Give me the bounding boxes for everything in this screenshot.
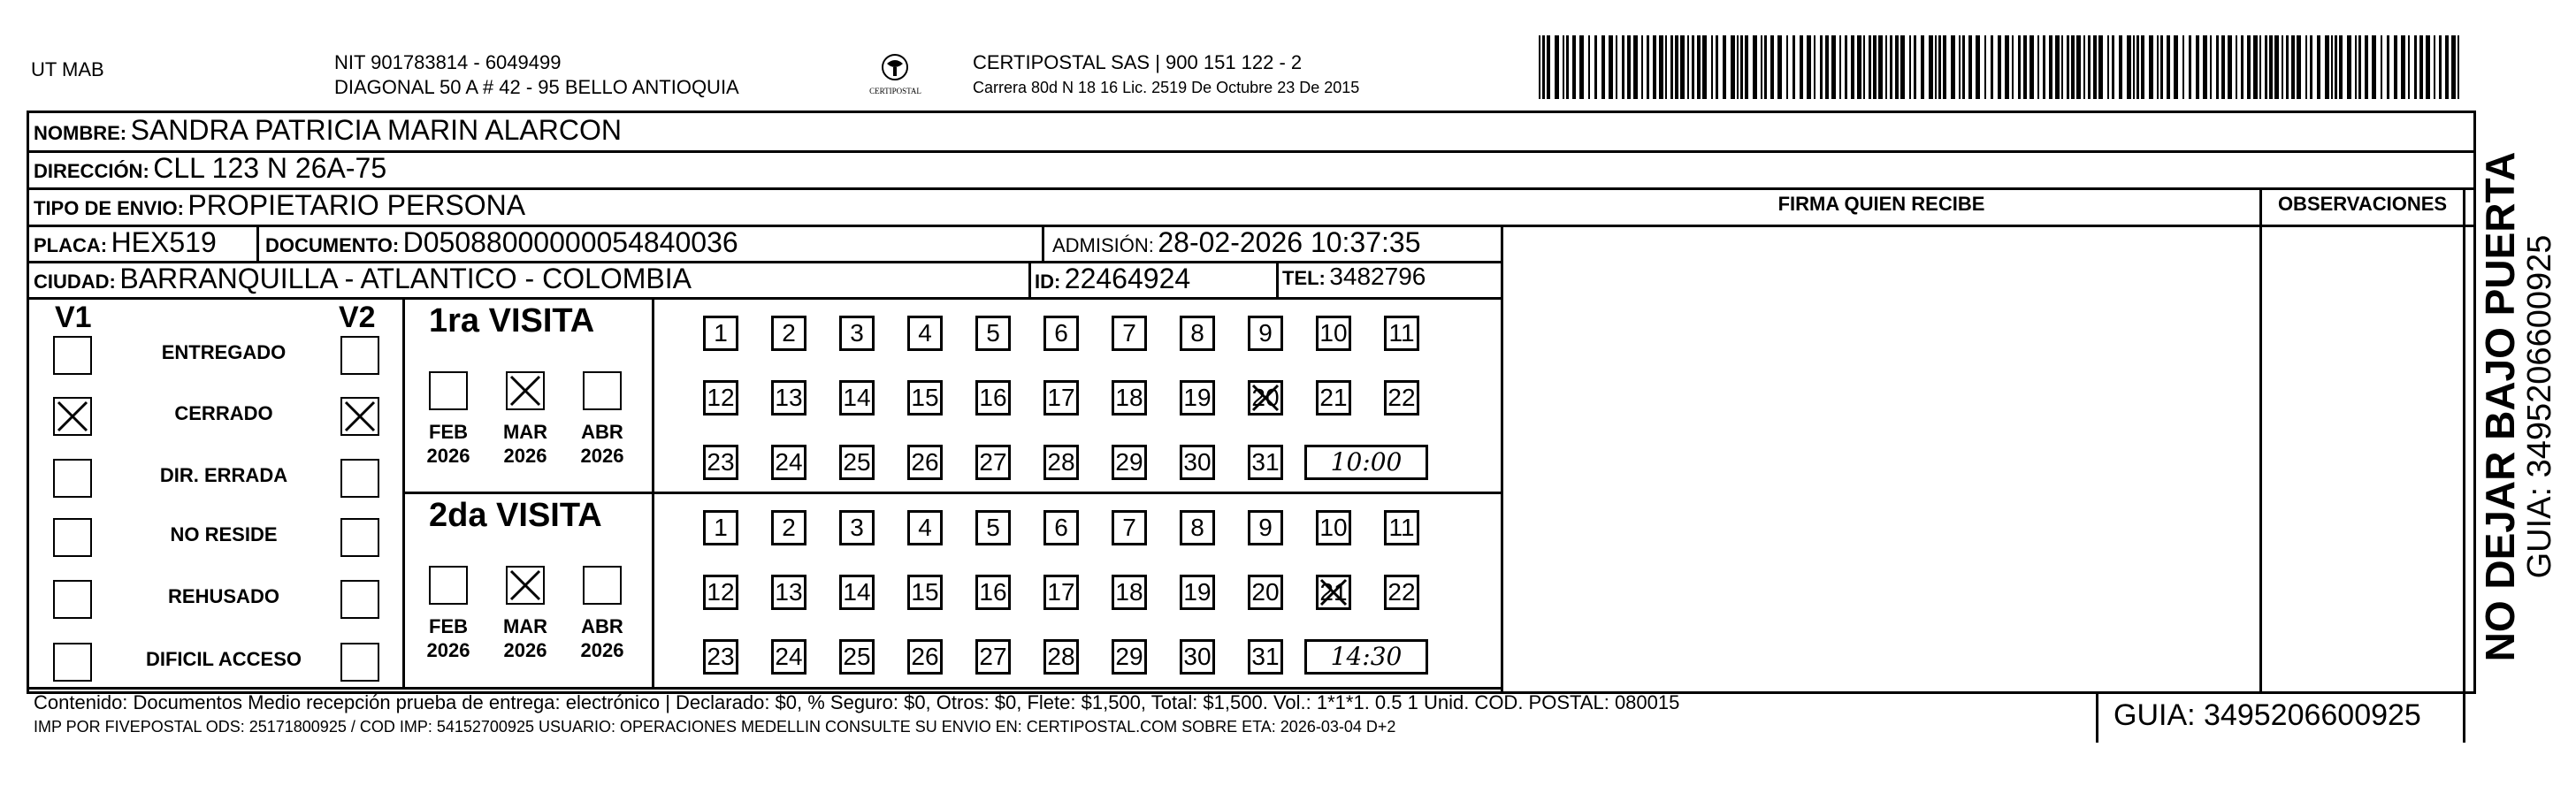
barcode-bar	[1825, 35, 1829, 99]
barcode-bar	[2088, 35, 2091, 99]
barcode-bar	[1697, 35, 1701, 99]
barcode-bar	[2401, 35, 2405, 99]
day-box[interactable]: 27	[975, 639, 1011, 675]
barcode-bar	[1572, 35, 1576, 99]
barcode-bar	[2426, 35, 2430, 99]
day-box[interactable]: 22	[1384, 380, 1419, 416]
barcode-bar	[1935, 35, 1937, 99]
barcode-bar	[2286, 35, 2289, 99]
month-year: 2026	[503, 639, 547, 661]
barcode-bar	[2055, 35, 2060, 99]
id-label: ID:	[1035, 271, 1061, 293]
v1-checkbox[interactable]	[53, 336, 92, 375]
barcode-bar	[1555, 35, 1559, 99]
documento-row	[265, 226, 738, 259]
barcode-bar	[2049, 35, 2052, 99]
day-box[interactable]: 8	[1180, 316, 1215, 351]
direccion-label: DIRECCIÓN:	[34, 160, 149, 182]
ciudad-value: BARRANQUILLA - ATLANTICO - COLOMBIA	[119, 263, 692, 294]
certipostal-logo	[862, 51, 929, 104]
barcode-bar	[2141, 35, 2144, 99]
barcode-bar	[1616, 35, 1617, 99]
documento-label: DOCUMENTO:	[265, 234, 400, 256]
contenido-text: Contenido: Documentos Medio recepción prueba de entrega: electrónico | Declarado: $0, % Seguro: $0, Otros: $0, Flete: $1,500, Total: $1,500. Vol.: 1*1*1. 0.5 1 Unid. COD. POSTAL: 080015	[34, 691, 1680, 713]
ciudad-label: CIUDAD:	[34, 271, 116, 293]
barcode-bar	[2182, 35, 2184, 99]
barcode-bar	[2381, 35, 2382, 99]
barcode-bar	[2247, 35, 2251, 99]
day-box[interactable]: 13	[771, 575, 806, 610]
barcode-bar	[2196, 35, 2199, 99]
tipo-value: PROPIETARIO PERSONA	[187, 189, 526, 221]
barcode-bar	[2236, 35, 2237, 99]
day-box[interactable]: 1	[703, 316, 738, 351]
day-box[interactable]: 19	[1180, 575, 1215, 610]
barcode-bar	[2408, 35, 2410, 99]
barcode-bar	[1873, 35, 1877, 99]
barcode-bar	[2325, 35, 2329, 99]
barcode-bar	[2394, 35, 2397, 99]
day-box[interactable]: 27	[975, 445, 1011, 480]
barcode-bar	[1711, 35, 1713, 99]
barcode-bar	[1547, 35, 1550, 99]
barcode-bar	[1670, 35, 1673, 99]
day-box[interactable]: 9	[1248, 316, 1283, 351]
v1-header: V1	[55, 301, 92, 334]
id-row	[1035, 263, 1190, 295]
day-box[interactable]: 2	[771, 316, 806, 351]
day-box[interactable]: 10	[1316, 316, 1351, 351]
direccion-row	[34, 152, 386, 185]
barcode-bar	[2458, 35, 2459, 99]
month-year: 2026	[503, 445, 547, 467]
barcode-bar	[2355, 35, 2357, 99]
day-box[interactable]: 15	[907, 575, 943, 610]
imp-text: IMP POR FIVEPOSTAL ODS: 25171800925 / COD IMP: 54152700925 USUARIO: OPERACIONES MEDELLIN CONSULTE SU ENVIO EN: CERTIPOSTAL.COM SOBRE ETA: 2026-03-04 D+2	[34, 718, 1396, 736]
v1-checkbox[interactable]	[53, 643, 92, 682]
barcode-bar	[2189, 35, 2191, 99]
barcode-bar	[2259, 35, 2261, 99]
barcode-bar	[2061, 35, 2063, 99]
barcode-bar	[1938, 35, 1941, 99]
barcode-bar	[1737, 35, 1739, 99]
barcode-bar	[2112, 35, 2114, 99]
barcode-bar	[2365, 35, 2368, 99]
v2-checkbox[interactable]	[340, 518, 379, 557]
barcode-bar	[1579, 35, 1584, 99]
barcode-bar	[1991, 35, 1993, 99]
barcode-bar	[2018, 35, 2021, 99]
month-checkbox-abr[interactable]	[583, 566, 622, 605]
day-box[interactable]: 28	[1043, 639, 1079, 675]
barcode-bar	[1764, 35, 1767, 99]
day-box[interactable]: 30	[1180, 639, 1215, 675]
day-box[interactable]: 15	[907, 380, 943, 416]
barcode-bar	[1647, 35, 1649, 99]
nombre-value: SANDRA PATRICIA MARIN ALARCON	[130, 114, 622, 146]
month-label: ABR	[581, 421, 623, 443]
barcode-bar	[2331, 35, 2333, 99]
barcode-bar	[2216, 35, 2219, 99]
tel-label: TEL:	[1282, 267, 1326, 289]
barcode-bar	[1914, 35, 1916, 99]
barcode-bar	[1929, 35, 1933, 99]
barcode-bar	[1588, 35, 1590, 99]
v1-checkbox[interactable]	[53, 518, 92, 557]
barcode-bar	[2136, 35, 2139, 99]
barcode-bar	[1807, 35, 1811, 99]
side-panel	[2467, 124, 2560, 690]
day-box[interactable]: 18	[1112, 575, 1147, 610]
barcode-bar	[1857, 35, 1861, 99]
barcode-bar	[1633, 35, 1638, 99]
admision-row	[1052, 226, 1421, 259]
day-box[interactable]: 16	[975, 575, 1011, 610]
placa-value: HEX519	[111, 226, 217, 258]
day-box[interactable]: 12	[703, 380, 738, 416]
tel-value: 3482796	[1329, 263, 1426, 290]
day-box[interactable]: 5	[975, 316, 1011, 351]
check-mark-icon	[1250, 382, 1281, 414]
barcode-bar	[2339, 35, 2343, 99]
month-checkbox-feb[interactable]	[429, 566, 468, 605]
barcode-bar	[2414, 35, 2417, 99]
tipo-label: TIPO DE ENVIO:	[34, 197, 184, 219]
barcode-bar	[2335, 35, 2337, 99]
day-box[interactable]: 22	[1384, 575, 1419, 610]
barcode-bar	[2419, 35, 2423, 99]
day-box[interactable]: 1	[703, 510, 738, 545]
barcode-bar	[2012, 35, 2014, 99]
day-box[interactable]: 12	[703, 575, 738, 610]
barcode-bar	[2127, 35, 2131, 99]
day-box[interactable]: 30	[1180, 445, 1215, 480]
company-nit: NIT 901783814 - 6049499	[334, 51, 562, 73]
day-box[interactable]: 14	[839, 575, 875, 610]
v2-checkbox[interactable]	[340, 580, 379, 619]
month-label: FEB	[429, 421, 468, 443]
barcode-bar	[1653, 35, 1656, 99]
second-visit-title: 2da VISITA	[429, 497, 602, 534]
side-guia: GUIA: 3495206600925	[2521, 234, 2558, 579]
barcode-bar	[2093, 35, 2097, 99]
barcode-bar	[1890, 35, 1892, 99]
barcode-bar	[1900, 35, 1905, 99]
barcode-bar	[2317, 35, 2320, 99]
barcode-bar	[2133, 35, 2135, 99]
v2-checkbox[interactable]	[340, 459, 379, 498]
barcode-bar	[2037, 35, 2039, 99]
day-box[interactable]: 7	[1112, 316, 1147, 351]
day-box[interactable]: 23	[703, 445, 738, 480]
check-mark-icon	[342, 399, 378, 434]
barcode-bar	[2269, 35, 2273, 99]
status-label: DIR. ERRADA	[159, 464, 288, 486]
day-box[interactable]: 3	[839, 316, 875, 351]
barcode-bar	[1687, 35, 1689, 99]
admision-value: 28-02-2026 10:37:35	[1158, 226, 1421, 258]
v1-checkbox[interactable]	[53, 580, 92, 619]
barcode-bar	[1921, 35, 1924, 99]
barcode-bar	[2310, 35, 2312, 99]
placa-label: PLACA:	[34, 234, 108, 256]
day-box[interactable]: 9	[1248, 510, 1283, 545]
company-address: DIAGONAL 50 A # 42 - 95 BELLO ANTIOQUIA	[334, 76, 739, 98]
barcode-bar	[1680, 35, 1685, 99]
barcode-bar	[2023, 35, 2027, 99]
day-box[interactable]: 24	[771, 445, 806, 480]
month-year: 2026	[426, 639, 470, 661]
barcode-bar	[1845, 35, 1847, 99]
barcode-bar	[2439, 35, 2442, 99]
barcode-bar	[1770, 35, 1774, 99]
day-box[interactable]: 7	[1112, 510, 1147, 545]
month-year: 2026	[580, 445, 624, 467]
status-label: REHUSADO	[168, 585, 279, 607]
barcode-bar	[2119, 35, 2122, 99]
day-box[interactable]: 20	[1248, 575, 1283, 610]
barcode-bar	[2149, 35, 2153, 99]
barcode-bar	[1622, 35, 1624, 99]
observaciones-header: OBSERVACIONES	[2277, 193, 2448, 215]
placa-row	[34, 226, 217, 259]
barcode-bar	[2107, 35, 2109, 99]
barcode-bar	[2372, 35, 2376, 99]
barcode-bar	[1800, 35, 1803, 99]
month-checkbox-abr[interactable]	[583, 371, 622, 410]
barcode-bar	[1968, 35, 1972, 99]
barcode	[1539, 35, 2467, 99]
day-box[interactable]: 13	[771, 380, 806, 416]
barcode-bar	[1542, 35, 1545, 99]
status-label: DIFICIL ACCESO	[145, 648, 302, 670]
barcode-bar	[1998, 35, 2001, 99]
v2-checkbox[interactable]	[340, 643, 379, 682]
v1-checkbox[interactable]	[53, 459, 92, 498]
barcode-bar	[2076, 35, 2081, 99]
barcode-bar	[1777, 35, 1782, 99]
barcode-bar	[1885, 35, 1887, 99]
day-box[interactable]: 14	[839, 380, 875, 416]
barcode-bar	[1601, 35, 1605, 99]
barcode-bar	[2005, 35, 2009, 99]
check-mark-icon	[508, 373, 543, 408]
barcode-bar	[2083, 35, 2085, 99]
admision-label: ADMISIÓN:	[1052, 234, 1154, 256]
barcode-bar	[1814, 35, 1815, 99]
barcode-bar	[1740, 35, 1743, 99]
barcode-bar	[1731, 35, 1735, 99]
barcode-bar	[1594, 35, 1597, 99]
barcode-bar	[1659, 35, 1663, 99]
day-box[interactable]: 20	[1248, 380, 1283, 416]
firma-header: FIRMA QUIEN RECIBE	[1777, 193, 1985, 215]
barcode-bar	[1539, 35, 1540, 99]
no-dejar-warning: NO DEJAR BAJO PUERTA	[2477, 151, 2523, 662]
barcode-bar	[1609, 35, 1613, 99]
day-box[interactable]: 4	[907, 510, 943, 545]
barcode-bar	[1665, 35, 1667, 99]
nombre-row	[34, 114, 622, 147]
visit-time-box[interactable]: 14:30	[1304, 639, 1428, 675]
barcode-bar	[2358, 35, 2361, 99]
day-box[interactable]: 5	[975, 510, 1011, 545]
barcode-bar	[2203, 35, 2207, 99]
barcode-bar	[1566, 35, 1569, 99]
barcode-bar	[2445, 35, 2449, 99]
barcode-bar	[2241, 35, 2243, 99]
barcode-bar	[2210, 35, 2212, 99]
check-mark-icon	[1318, 576, 1349, 608]
barcode-bar	[1959, 35, 1961, 99]
barcode-bar	[2265, 35, 2267, 99]
day-box[interactable]: 11	[1384, 316, 1419, 351]
barcode-bar	[2098, 35, 2103, 99]
barcode-bar	[2167, 35, 2170, 99]
barcode-bar	[1878, 35, 1883, 99]
barcode-bar	[2157, 35, 2159, 99]
barcode-bar	[1627, 35, 1631, 99]
day-box[interactable]: 29	[1112, 639, 1147, 675]
barcode-bar	[1761, 35, 1762, 99]
logo-text: CERTIPOSTAL	[869, 87, 921, 95]
barcode-bar	[2291, 35, 2295, 99]
barcode-bar	[2067, 35, 2069, 99]
month-label: MAR	[502, 421, 548, 443]
month-year: 2026	[580, 639, 624, 661]
barcode-bar	[2071, 35, 2075, 99]
barcode-bar	[1563, 35, 1564, 99]
barcode-bar	[2297, 35, 2301, 99]
carrier-address: Carrera 80d N 18 16 Lic. 2519 De Octubre 23 De 2015	[973, 79, 1360, 96]
barcode-bar	[1786, 35, 1788, 99]
barcode-bar	[1851, 35, 1854, 99]
barcode-bar	[1723, 35, 1726, 99]
barcode-bar	[2253, 35, 2258, 99]
barcode-bar	[1753, 35, 1757, 99]
barcode-bar	[2043, 35, 2045, 99]
day-box[interactable]: 31	[1248, 639, 1283, 675]
day-box[interactable]: 17	[1043, 575, 1079, 610]
day-box[interactable]: 11	[1384, 510, 1419, 545]
barcode-bar	[1792, 35, 1795, 99]
tipo-row	[34, 189, 525, 222]
day-box[interactable]: 26	[907, 445, 943, 480]
footer-guia: GUIA: 3495206600925	[2114, 698, 2421, 732]
nombre-label: NOMBRE:	[34, 122, 127, 144]
barcode-bar	[2228, 35, 2232, 99]
barcode-bar	[1820, 35, 1823, 99]
status-label: CERRADO	[174, 402, 273, 424]
documento-value: D05088000000054840036	[402, 226, 738, 258]
barcode-bar	[2347, 35, 2351, 99]
barcode-bar	[2221, 35, 2225, 99]
day-box[interactable]: 31	[1248, 445, 1283, 480]
status-label: ENTREGADO	[161, 341, 287, 363]
direccion-value: CLL 123 N 26A-75	[153, 152, 387, 184]
barcode-bar	[1702, 35, 1707, 99]
barcode-bar	[1943, 35, 1946, 99]
month-checkbox-feb[interactable]	[429, 371, 468, 410]
month-label: ABR	[581, 615, 623, 637]
barcode-bar	[2387, 35, 2389, 99]
barcode-bar	[1895, 35, 1899, 99]
month-label: MAR	[502, 615, 548, 637]
barcode-bar	[1962, 35, 1965, 99]
day-box[interactable]: 16	[975, 380, 1011, 416]
day-box[interactable]: 3	[839, 510, 875, 545]
day-box[interactable]: 6	[1043, 316, 1079, 351]
id-value: 22464924	[1064, 263, 1191, 294]
barcode-bar	[1976, 35, 1980, 99]
ciudad-row	[34, 263, 692, 295]
month-year: 2026	[426, 445, 470, 467]
barcode-bar	[2029, 35, 2034, 99]
check-mark-icon	[508, 568, 543, 603]
day-box[interactable]: 25	[839, 445, 875, 480]
barcode-bar	[1745, 35, 1748, 99]
visit-time-box[interactable]: 10:00	[1304, 445, 1428, 480]
day-box[interactable]: 2	[771, 510, 806, 545]
day-box[interactable]: 28	[1043, 445, 1079, 480]
month-label: FEB	[429, 615, 468, 637]
barcode-bar	[1863, 35, 1865, 99]
barcode-bar	[1641, 35, 1643, 99]
barcode-bar	[2451, 35, 2456, 99]
barcode-bar	[1951, 35, 1955, 99]
barcode-bar	[2160, 35, 2163, 99]
barcode-bar	[2434, 35, 2435, 99]
company-name: UT MAB	[31, 58, 104, 80]
day-box[interactable]: 23	[703, 639, 738, 675]
day-box[interactable]: 21	[1316, 380, 1351, 416]
day-box[interactable]: 4	[907, 316, 943, 351]
carrier-name: CERTIPOSTAL SAS | 900 151 122 - 2	[973, 51, 1303, 73]
day-box[interactable]: 21	[1316, 575, 1351, 610]
day-box[interactable]: 18	[1112, 380, 1147, 416]
barcode-bar	[2282, 35, 2283, 99]
barcode-bar	[1909, 35, 1911, 99]
barcode-bar	[2174, 35, 2178, 99]
barcode-bar	[1692, 35, 1694, 99]
v2-header: V2	[339, 301, 376, 334]
barcode-bar	[1716, 35, 1718, 99]
barcode-bar	[1675, 35, 1678, 99]
barcode-bar	[1831, 35, 1836, 99]
day-box[interactable]: 19	[1180, 380, 1215, 416]
barcode-bar	[1984, 35, 1986, 99]
status-label: NO RESIDE	[170, 523, 278, 545]
barcode-bar	[2305, 35, 2307, 99]
day-box[interactable]: 10	[1316, 510, 1351, 545]
day-box[interactable]: 25	[839, 639, 875, 675]
v2-checkbox[interactable]	[340, 336, 379, 375]
barcode-bar	[2274, 35, 2279, 99]
barcode-bar	[1839, 35, 1841, 99]
barcode-bar	[1869, 35, 1871, 99]
day-box[interactable]: 17	[1043, 380, 1079, 416]
day-box[interactable]: 24	[771, 639, 806, 675]
day-box[interactable]: 29	[1112, 445, 1147, 480]
day-box[interactable]: 6	[1043, 510, 1079, 545]
day-box[interactable]: 8	[1180, 510, 1215, 545]
day-box[interactable]: 26	[907, 639, 943, 675]
first-visit-title: 1ra VISITA	[429, 302, 595, 339]
tel-row	[1282, 263, 1426, 291]
check-mark-icon	[55, 399, 90, 434]
